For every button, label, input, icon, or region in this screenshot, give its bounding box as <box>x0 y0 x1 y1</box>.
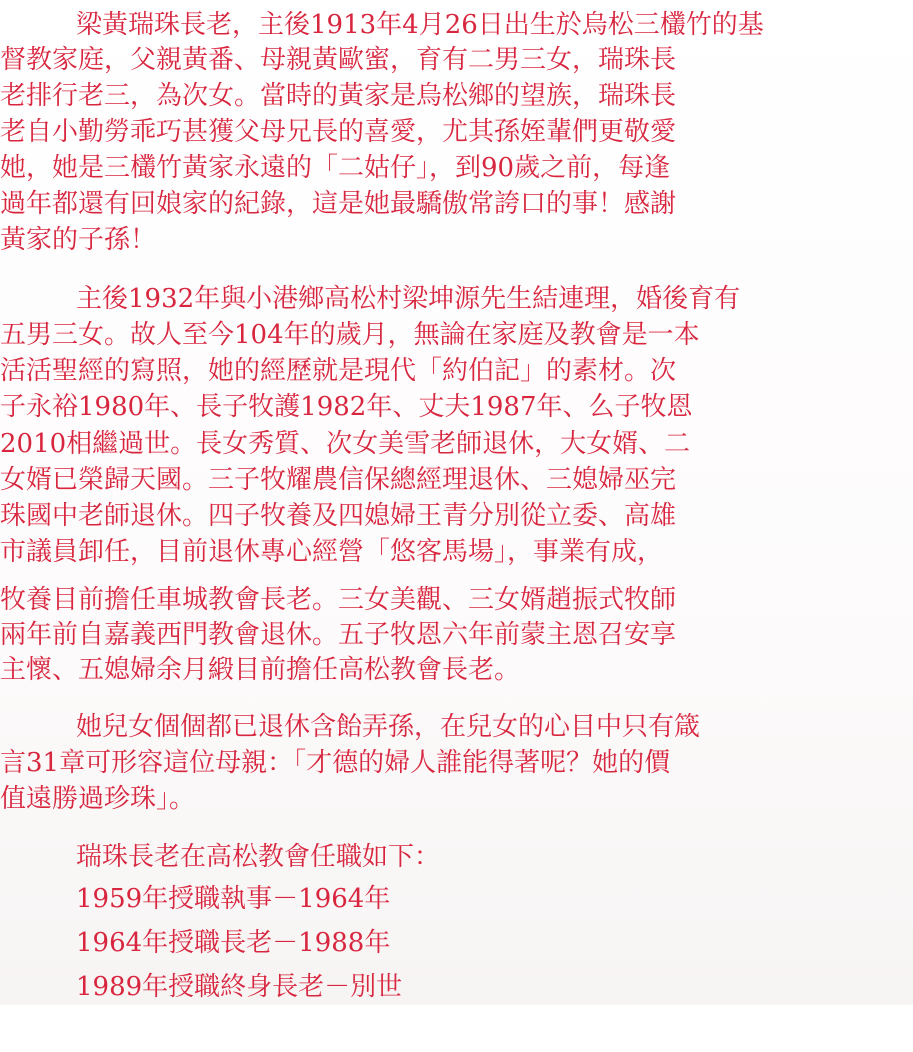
paragraph-3-line-2: 言31章可形容這位母親：「才德的婦人誰能得著呢？她的價 <box>0 748 671 778</box>
paragraph-3-line-1: 她兒女個個都已退休含飴弄孫，在兒女的心目中只有箴 <box>76 712 701 742</box>
paragraph-1-line-5: 她，她是三欉竹黃家永遠的「二姑仔」，到90歲之前，每逢 <box>0 153 671 183</box>
paragraph-2-line-6: 女婿已榮歸天國。三子牧耀農信保總經理退休、三媳婦巫完 <box>0 465 677 495</box>
page-bottom-margin <box>0 1005 913 1052</box>
paragraph-2-line-3: 活活聖經的寫照，她的經歷就是現代「約伯記」的素材。次 <box>0 356 677 386</box>
paragraph-2-line-8: 市議員卸任，目前退休專心經營「悠客馬場」，事業有成， <box>0 537 664 567</box>
paragraph-1-line-4: 老自小勤勞乖巧甚獲父母兄長的喜愛，尤其孫姪輩們更敬愛 <box>0 117 677 147</box>
paragraph-1-line-6: 過年都還有回娘家的紀錄，這是她最驕傲常誇口的事！感謝 <box>0 189 677 219</box>
paragraph-2-line-10: 兩年前自嘉義西門教會退休。五子牧恩六年前蒙主恩召安享 <box>0 620 677 650</box>
paragraph-2-line-2: 五男三女。故人至今104年的歲月，無論在家庭及教會是一本 <box>0 320 700 350</box>
position-item-2: 1964年授職長老－1988年 <box>76 928 391 958</box>
paragraph-1-line-1: 梁黃瑞珠長老，主後1913年4月26日出生於烏松三欉竹的基 <box>76 10 764 40</box>
paragraph-2-line-9: 牧養目前擔任車城教會長老。三女美觀、三女婿趙振式牧師 <box>0 585 677 615</box>
paragraph-2-line-11: 主懷、五媳婦余月緞目前擔任高松教會長老。 <box>0 655 521 685</box>
position-item-1: 1959年授職執事－1964年 <box>76 884 391 914</box>
paragraph-1-line-2: 督教家庭，父親黃番、母親黃歐蜜，育有二男三女，瑞珠長 <box>0 45 677 75</box>
paragraph-1-line-3: 老排行老三，為次女。當時的黃家是烏松鄉的望族，瑞珠長 <box>0 81 677 111</box>
position-item-3: 1989年授職終身長老－別世 <box>76 972 403 1002</box>
paragraph-3-line-3: 值遠勝過珍珠」。 <box>0 784 196 814</box>
paragraph-1-line-7: 黃家的子孫！ <box>0 225 157 255</box>
paragraph-2-line-7: 珠國中老師退休。四子牧養及四媳婦王青分別從立委、高雄 <box>0 501 677 531</box>
paragraph-2-line-4: 子永裕1980年、長子牧護1982年、丈夫1987年、么子牧恩 <box>0 392 693 422</box>
paragraph-2-line-5: 2010相繼過世。長女秀質、次女美雪老師退休，大女婿、二 <box>0 429 691 459</box>
paragraph-2-line-1: 主後1932年與小港鄉高松村梁坤源先生結連理，婚後育有 <box>76 284 741 314</box>
positions-intro: 瑞珠長老在高松教會任職如下： <box>76 842 441 872</box>
